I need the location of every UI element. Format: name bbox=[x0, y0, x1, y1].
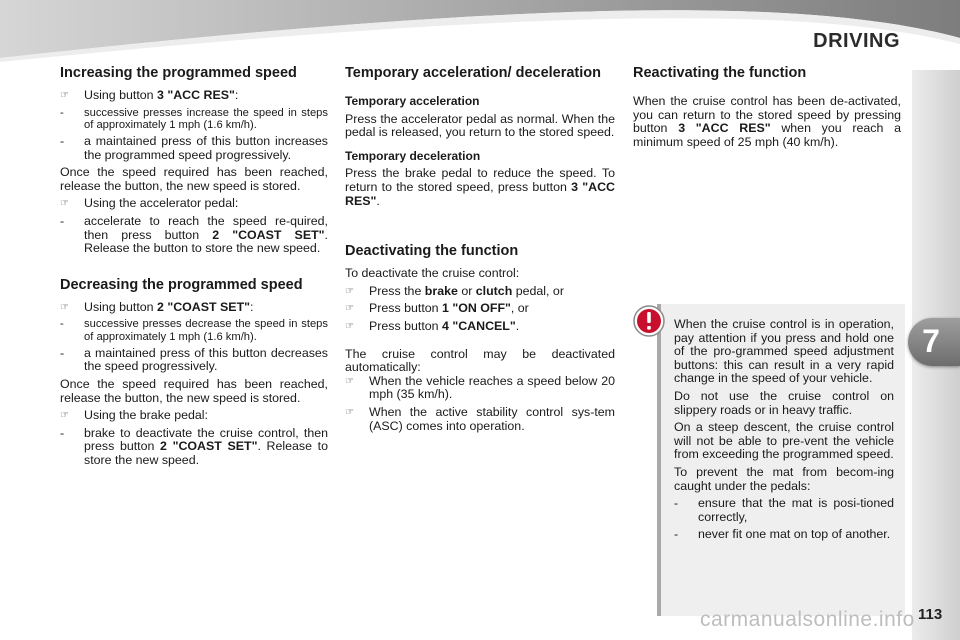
list-item bbox=[345, 285, 615, 299]
subheading-decel: Temporary deceleration bbox=[345, 148, 481, 163]
bold-text: brake bbox=[424, 283, 458, 298]
text: successive presses increase the speed in steps of approximately 1 mph (1.6 km/h). bbox=[84, 106, 328, 131]
list-item bbox=[60, 427, 328, 468]
text: never fit one mat on top of another. bbox=[698, 527, 891, 542]
text: Press button bbox=[369, 301, 443, 316]
text: When the cruise control has been de-activated, you can return to the stored speed by pressing button bbox=[633, 94, 901, 136]
text: : bbox=[234, 88, 239, 102]
dash-mark: - bbox=[674, 496, 679, 511]
list-item bbox=[60, 107, 328, 131]
list-item bbox=[60, 301, 328, 315]
text: pedal, or bbox=[512, 283, 564, 298]
dash-mark: - bbox=[60, 106, 64, 119]
pointing-hand-icon: ☞ bbox=[345, 303, 354, 315]
text: When the active stability control sys-tem (ASC) comes into operation. bbox=[369, 404, 615, 433]
pointing-hand-icon: ☞ bbox=[345, 406, 354, 418]
paragraph bbox=[633, 95, 901, 149]
warning-text bbox=[674, 318, 894, 546]
text: Press the bbox=[369, 283, 425, 298]
paragraph: To prevent the mat from becom-ing caught under the pedals: bbox=[674, 464, 894, 493]
paragraph: On a steep descent, the cruise control will not be able to pre-vent the vehicle from exceeding the programmed speed. bbox=[674, 420, 894, 462]
text: brake to deactivate the cruise control, then press button bbox=[84, 425, 328, 454]
paragraph: Once the speed required has been reached, release the button, the new speed is stored. bbox=[60, 376, 328, 405]
text: or bbox=[457, 283, 476, 298]
list-item bbox=[345, 375, 615, 402]
heading-temporary: Temporary acceleration/ deceleration bbox=[345, 65, 602, 81]
button-ref: 2 "COAST SET" bbox=[160, 439, 258, 454]
pointing-hand-icon: ☞ bbox=[345, 285, 354, 297]
pointing-hand-icon: ☞ bbox=[60, 410, 69, 422]
pointing-hand-icon: ☞ bbox=[345, 375, 354, 387]
chapter-tab bbox=[908, 318, 960, 366]
paragraph: Press the accelerator pedal as normal. When the pedal is released, you return to the stored speed. bbox=[345, 111, 615, 140]
text: a maintained press of this button decreases the speed progressively. bbox=[84, 345, 328, 374]
paragraph: Once the speed required has been reached, release the button, the new speed is stored. bbox=[60, 165, 328, 193]
pointing-hand-icon: ☞ bbox=[60, 90, 69, 101]
text: . Release the button to store the new speed. bbox=[84, 227, 328, 256]
dash-mark: - bbox=[60, 213, 65, 228]
pointing-hand-icon: ☞ bbox=[345, 320, 354, 332]
text: a maintained press of this button increases the programmed speed progressively. bbox=[84, 134, 328, 162]
text: Press button bbox=[369, 318, 443, 333]
paragraph bbox=[345, 167, 615, 208]
list-item bbox=[60, 89, 328, 103]
button-ref: 1 "ON OFF" bbox=[442, 301, 511, 316]
button-ref: 2 "COAST SET" bbox=[157, 299, 251, 314]
bold-text: clutch bbox=[475, 283, 513, 298]
text: Press the brake pedal to reduce the speed. To return to the stored speed, press button bbox=[345, 166, 615, 194]
paragraph: To deactivate the cruise control: bbox=[345, 266, 520, 281]
text: successive presses decrease the speed in steps of approximately 1 mph (1.6 km/h). bbox=[84, 318, 328, 343]
text: . bbox=[515, 318, 520, 333]
section-title: DRIVING bbox=[813, 30, 900, 52]
heading-reactivate: Reactivating the function bbox=[633, 65, 807, 81]
heading-deactivate: Deactivating the function bbox=[345, 243, 519, 260]
list-item bbox=[345, 320, 615, 334]
button-ref: 2 "COAST SET" bbox=[212, 227, 325, 242]
list-item bbox=[60, 135, 328, 162]
list-item bbox=[60, 318, 328, 342]
column-right bbox=[633, 66, 901, 153]
list-item bbox=[60, 215, 328, 256]
list-item bbox=[345, 302, 615, 316]
exclamation-icon bbox=[632, 305, 666, 337]
subheading-accel: Temporary acceleration bbox=[345, 94, 480, 108]
list-item bbox=[674, 528, 894, 542]
dash-mark: - bbox=[60, 134, 65, 148]
dash-mark: - bbox=[60, 345, 65, 360]
paragraph: When the cruise control is in operation, pay attention if you press and hold one of the pro-grammed speed adjustment buttons: this can result in a very rapid change in the speed of your vehicle. bbox=[674, 317, 894, 386]
paragraph: Do not use the cruise control on slippery roads or in heavy traffic. bbox=[674, 388, 894, 417]
pointing-hand-icon: ☞ bbox=[60, 198, 69, 210]
button-ref: 4 "CANCEL" bbox=[442, 318, 516, 333]
dash-mark: - bbox=[60, 425, 65, 440]
text: Using button bbox=[84, 299, 158, 314]
text: Using button bbox=[84, 88, 158, 102]
pointing-hand-icon: ☞ bbox=[60, 301, 69, 313]
button-ref: 3 "ACC RES" bbox=[678, 121, 771, 136]
text: Using the accelerator pedal: bbox=[84, 196, 239, 211]
text: Using the brake pedal: bbox=[84, 408, 208, 423]
text: . bbox=[376, 193, 380, 208]
list-item bbox=[60, 347, 328, 374]
column-middle bbox=[345, 66, 615, 437]
dash-mark: - bbox=[60, 318, 64, 331]
page-number: 113 bbox=[918, 606, 943, 623]
text: when you reach a minimum speed of 25 mph (40 km/h). bbox=[633, 121, 901, 149]
list-item bbox=[60, 197, 328, 211]
text: ensure that the mat is posi-tioned correctly, bbox=[698, 496, 894, 524]
text: When the vehicle reaches a speed below 20 mph (35 km/h). bbox=[369, 373, 615, 402]
list-item bbox=[345, 406, 615, 433]
text: accelerate to reach the speed re-quired, then press button bbox=[84, 213, 328, 242]
heading-decrease: Decreasing the programmed speed bbox=[60, 276, 303, 293]
paragraph: The cruise control may be deactivated automatically: bbox=[345, 346, 615, 375]
text: , or bbox=[510, 301, 529, 316]
text: . Release to store the new speed. bbox=[84, 439, 328, 467]
header-band bbox=[0, 0, 960, 62]
list-item bbox=[674, 497, 894, 524]
button-ref: 3 "ACC RES" bbox=[345, 179, 615, 208]
text: : bbox=[250, 299, 254, 314]
chapter-number: 7 bbox=[922, 323, 940, 359]
heading-increase: Increasing the programmed speed bbox=[60, 65, 297, 81]
button-ref: 3 "ACC RES" bbox=[157, 88, 235, 102]
column-left bbox=[60, 66, 328, 472]
dash-mark: - bbox=[674, 527, 679, 542]
list-item bbox=[60, 409, 328, 423]
watermark: carmanualsonline.info bbox=[700, 608, 915, 631]
